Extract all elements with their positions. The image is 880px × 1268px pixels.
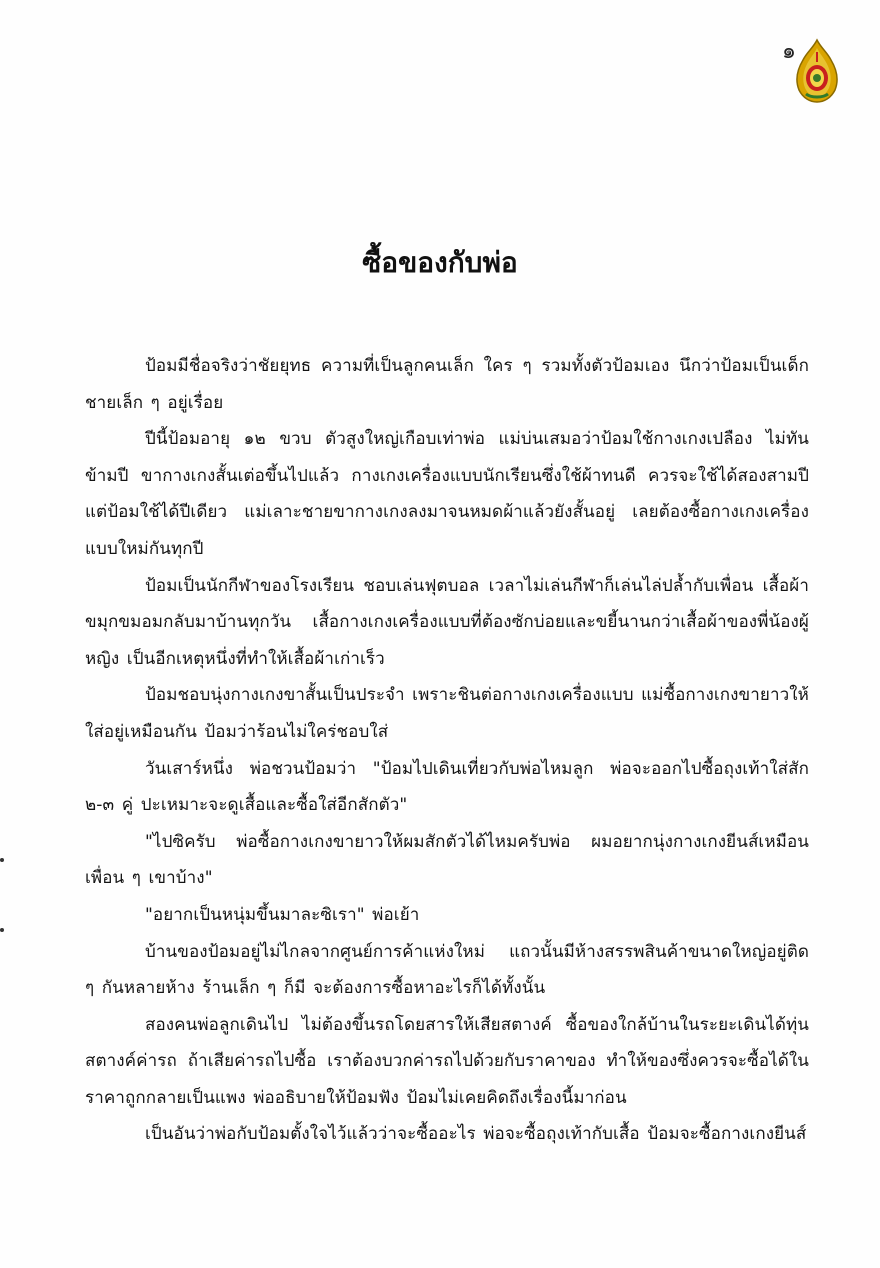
paragraph: บ้านของป้อมอยู่ไม่ไกลจากศูนย์การค้าแห่งใหม่ แถวนั้นมีห้างสรรพสินค้าขนาดใหญ่อยู่ติด ๆ กันหลายห้าง ร้านเล็ก ๆ ก็มี จะต้องการซื้อหาอะไรก็ได้ทั้งนั้น <box>85 941 809 999</box>
paragraph: "ไปซิครับ พ่อซื้อกางเกงขายาวให้ผมสักตัวได้ไหมครับพ่อ ผมอยากนุ่งกางเกงยีนส์เหมือนเพื่อน ๆ เขาบ้าง" <box>85 831 809 889</box>
paragraph: สองคนพ่อลูกเดินไป ไม่ต้องขึ้นรถโดยสารให้เสียสตางค์ ซื้อของใกล้บ้านในระยะเดินได้ทุ่นสตางค์ค่ารถ ถ้าเสียค่ารถไปซื้อ เราต้องบวกค่ารถไปด้วยกับราคาของ ทำให้ของซึ่งควรจะซื้อได้ในราคาถูกกลายเป็นแพง พ่ออธิบายให้ป้อมฟัง ป้อมไม่เคยคิดถึงเรื่องนี้มาก่อน <box>85 1014 809 1108</box>
paragraph: ป้อมเป็นนักกีฬาของโรงเรียน ชอบเล่นฟุตบอล เวลาไม่เล่นกีฬาก็เล่นไล่ปล้ำกับเพื่อน เสื้อผ้าขมุกขมอมกลับมาบ้านทุกวัน เสื้อกางเกงเครื่องแบบที่ต้องซักบ่อยและขยี้นานกว่าเสื้อผ้าของพี่น้องผู้หญิง เป็นอีกเหตุหนึ่งที่ทำให้เสื้อผ้าเก่าเร็ว <box>85 575 809 669</box>
paragraph: ป้อมชอบนุ่งกางเกงขาสั้นเป็นประจำ เพราะชินต่อกางเกงเครื่องแบบ แม่ซื้อกางเกงขายาวให้ใส่อยู่เหมือนกัน ป้อมว่าร้อนไม่ใคร่ชอบใส่ <box>85 685 809 742</box>
scan-margin-mark <box>0 858 4 862</box>
paragraph: เป็นอันว่าพ่อกับป้อมตั้งใจไว้แล้วว่าจะซื้ออะไร พ่อจะซื้อถุงเท้ากับเสื้อ ป้อมจะซื้อกางเกงยีนส์ <box>145 1124 807 1145</box>
school-emblem-icon <box>793 38 841 104</box>
scan-margin-mark <box>0 928 4 932</box>
paragraph: ปีนี้ป้อมอายุ ๑๒ ขวบ ตัวสูงใหญ่เกือบเท่าพ่อ แม่บ่นเสมอว่าป้อมใช้กางเกงเปลือง ไม่ทันข้ามปี ขากางเกงสั้นเต่อขึ้นไปแล้ว กางเกงเครื่องแบบนักเรียนซึ่งใช้ผ้าทนดี ควรจะใช้ได้สองสามปี แต่ป้อมใช้ได้ปีเดียว แม่เลาะชายขากางเกงลงมาจนหมดผ้าแล้วยังสั้นอยู่ เลยต้องซื้อกางเกงเครื่องแบบใหม่กันทุกปี <box>85 429 809 559</box>
paragraph: "อยากเป็นหนุ่มขึ้นมาละซิเรา" พ่อเย้า <box>145 904 420 925</box>
paragraph: ป้อมมีชื่อจริงว่าชัยยุทธ ความที่เป็นลูกคนเล็ก ใคร ๆ รวมทั้งตัวป้อมเอง นึกว่าป้อมเป็นเด็กชายเล็ก ๆ อยู่เรื่อย <box>85 356 809 413</box>
document-title: ซื้อของกับพ่อ <box>362 246 518 279</box>
paragraph: วันเสาร์หนึ่ง พ่อชวนป้อมว่า "ป้อมไปเดินเที่ยวกับพ่อไหมลูก พ่อจะออกไปซื้อถุงเท้าใส่สัก ๒-๓ คู่ ปะเหมาะจะดูเสื้อและซื้อใส่อีกสักตัว" <box>85 758 809 816</box>
page-number: ๑ <box>782 39 796 64</box>
story-body <box>85 348 809 1153</box>
